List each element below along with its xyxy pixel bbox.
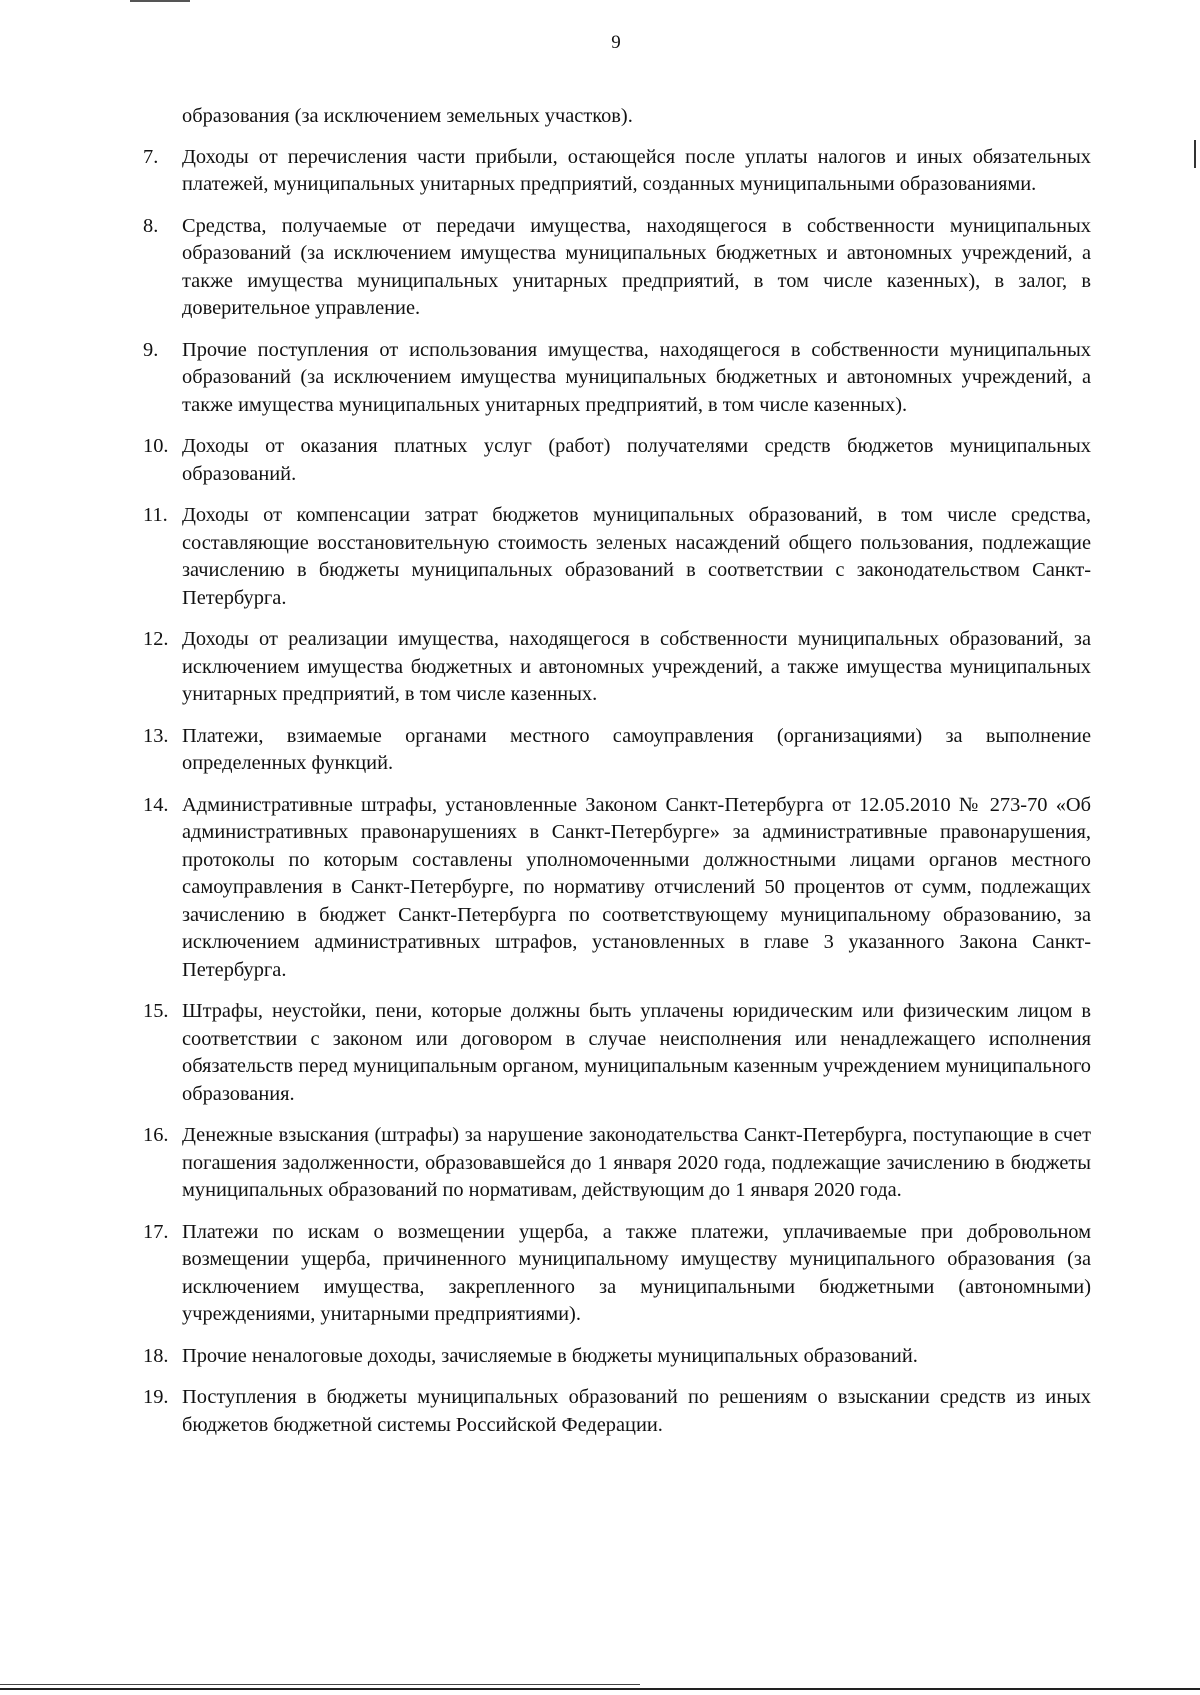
list-item: [143, 1219, 1091, 1329]
list-item: [143, 337, 1091, 420]
document-body: [143, 103, 1091, 1453]
continuation-text: образования (за исключением земельных участков).: [182, 105, 633, 127]
item-number: 16.: [143, 1124, 169, 1146]
list-item: [143, 502, 1091, 612]
list-item: [143, 144, 1091, 199]
item-number: 9.: [143, 338, 159, 361]
item-number: 17.: [143, 1220, 169, 1243]
item-text: Доходы от реализации имущества, находящегося в собственности муниципальных образований, за исключением имущества бюджетных и автономных учреждений, а также имущества муниципальных унитарных предприятий, в том числе казенных.: [182, 628, 1091, 705]
item-number: 8.: [143, 214, 159, 237]
scan-artifact-bottom-short: [0, 1684, 640, 1685]
item-text: Платежи, взимаемые органами местного самоуправления (организациями) за выполнение определенных функций.: [182, 724, 1091, 774]
item-text: Поступления в бюджеты муниципальных образований по решениям о взыскании средств из иных бюджетов бюджетной системы Российской Федерации.: [182, 1386, 1091, 1436]
item-number: 7.: [143, 145, 159, 168]
list-item: [143, 1343, 1091, 1371]
list-item: [143, 1122, 1091, 1205]
item-text: Прочие неналоговые доходы, зачисляемые в бюджеты муниципальных образований.: [182, 1344, 918, 1367]
item-text: Денежные взыскания (штрафы) за нарушение законодательства Санкт-Петербурга, поступающие в счет погашения задолженности, образовавшейся до 1 января 2020 года, подлежащие зачислению в бюджеты муниципальных образований по нормативам, действующим до 1 января 2020 года.: [182, 1124, 1091, 1201]
item-text: Доходы от оказания платных услуг (работ) получателями средств бюджетов муниципальных образований.: [182, 435, 1091, 485]
item-text: Платежи по искам о возмещении ущерба, а также платежи, уплачиваемые при добровольном возмещении ущерба, причиненного муниципальному имуществу муниципального образования (за исключением имущества, закрепленного за муниципальными бюджетными (автономными) учреждениями, унитарными предприятиями).: [182, 1220, 1091, 1325]
item-text: Доходы от компенсации затрат бюджетов муниципальных образований, в том числе средства, составляющие восстановительную стоимость зеленых насаждений общего пользования, подлежащие зачислению в бюджеты муниципальных образований в соответствии с законодательством Санкт-Петербурга.: [182, 504, 1091, 609]
item-number: 12.: [143, 628, 169, 650]
item-number: 10.: [143, 435, 169, 457]
item-text: Доходы от перечисления части прибыли, остающейся после уплаты налогов и иных обязательных платежей, муниципальных унитарных предприятий, созданных муниципальными образованиями.: [182, 145, 1091, 195]
scan-artifact-right: [1194, 140, 1196, 168]
list-item: [143, 998, 1091, 1108]
page-number: 9: [611, 32, 621, 53]
item-text: Штрафы, неустойки, пени, которые должны быть уплачены юридическим или физическим лицом в соответствии с законом или договором в случае неисполнения или ненадлежащего исполнения обязательств перед муниципальным органом, муниципальным казенным учреждением муниципального образования.: [182, 1000, 1091, 1105]
item-text: Прочие поступления от использования имущества, находящегося в собственности муниципальных образований (за исключением имущества муниципальных бюджетных и автономных учреждений, а также имущества муниципальных унитарных предприятий, в том числе казенных).: [182, 338, 1091, 416]
item-text: Административные штрафы, установленные Законом Санкт-Петербурга от 12.05.2010 № 273-70 «Об административных правонарушениях в Санкт-Петербурге» за административные правонарушения, протоколы по которым составлены уполномоченными должностными лицами органов местного самоуправления в Санкт-Петербурге, по нормативу отчислений 50 процентов от сумм, подлежащих зачислению в бюджет Санкт-Петербурга по соответствующему муниципальному образованию, за исключением административных штрафов, установленных в главе 3 указанного Закона Санкт-Петербурга.: [182, 793, 1091, 981]
item-number: 15.: [143, 1000, 169, 1022]
list-item: [143, 213, 1091, 323]
item-number: 11.: [143, 504, 168, 526]
scan-artifact-bottom: [0, 1688, 1200, 1690]
scan-artifact-top: [130, 0, 190, 2]
item-number: 13.: [143, 724, 169, 747]
list-item: [143, 1384, 1091, 1439]
item-number: 14.: [143, 793, 169, 816]
list-item: [143, 792, 1091, 985]
list-item: [143, 433, 1091, 488]
item-text: Средства, получаемые от передачи имущества, находящегося в собственности муниципальных образований (за исключением имущества муниципальных бюджетных и автономных учреждений, а также имущества муниципальных унитарных предприятий, в том числе казенных), в залог, в доверительное управление.: [182, 214, 1091, 319]
list-item: [143, 723, 1091, 778]
list-item: [143, 626, 1091, 709]
item-number: 18.: [143, 1344, 169, 1367]
item-number: 19.: [143, 1386, 169, 1408]
